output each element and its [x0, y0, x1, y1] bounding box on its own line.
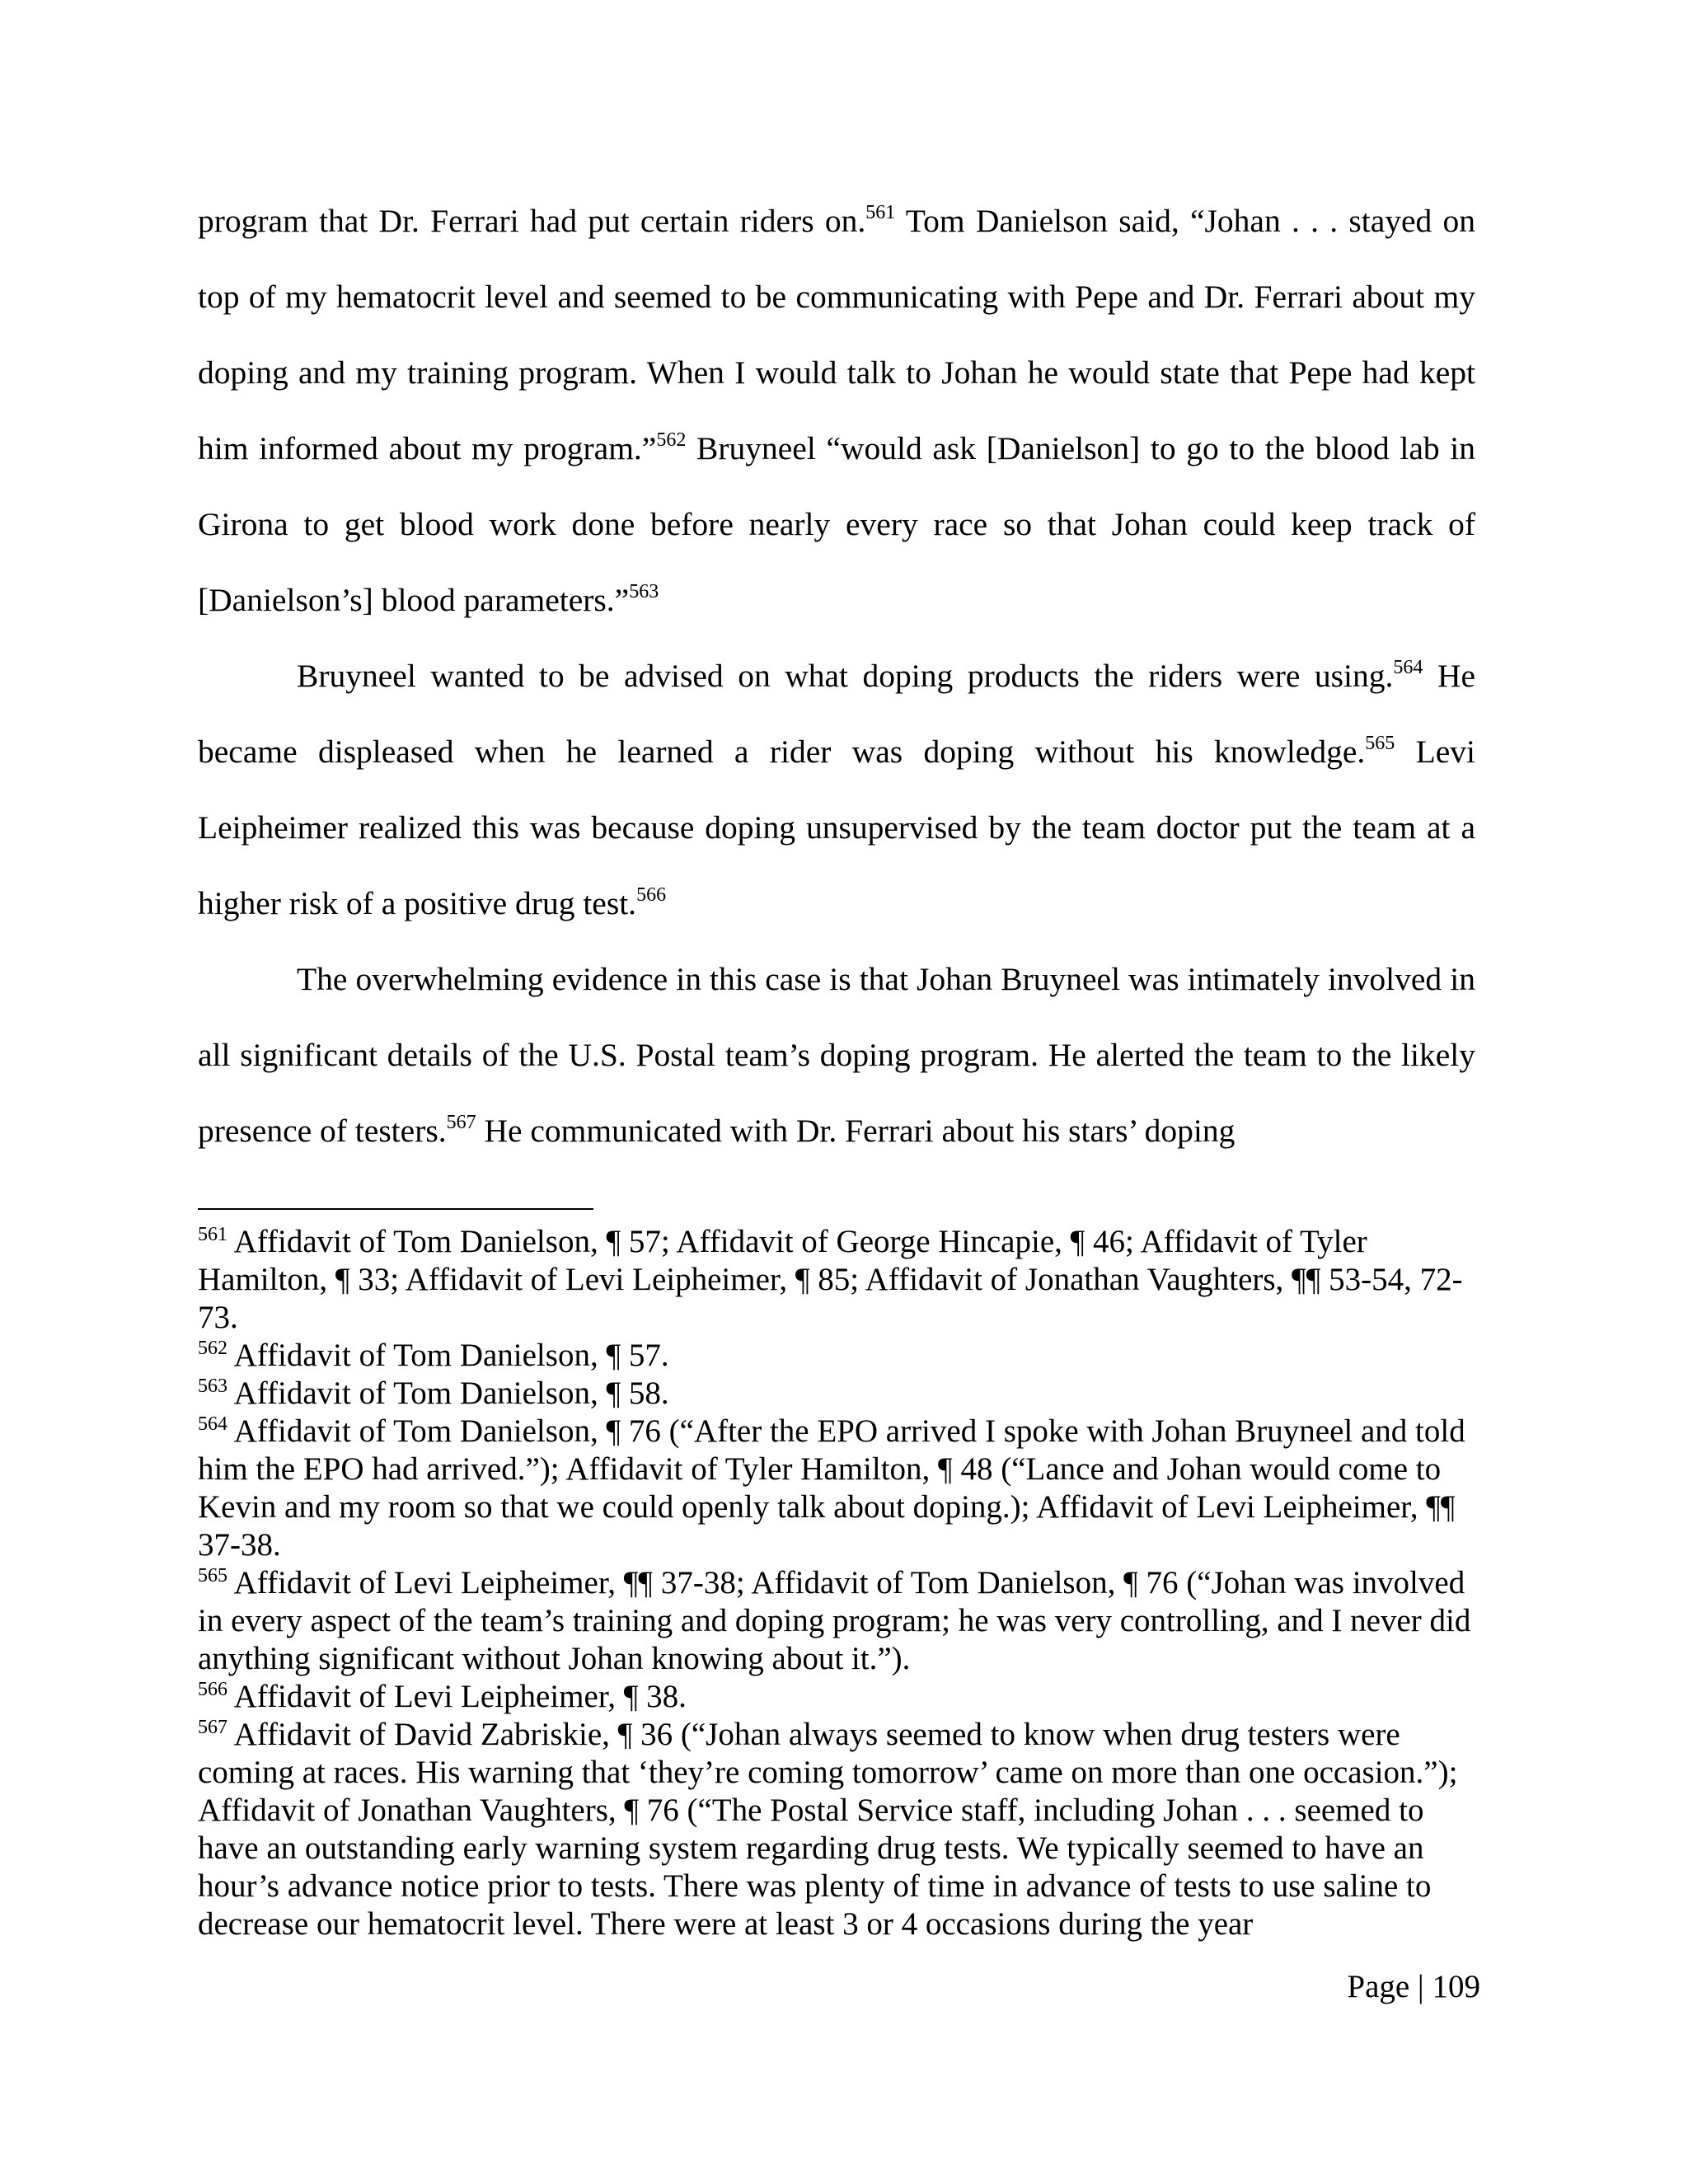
footnote-561 — [198, 1223, 1484, 1337]
footnote-number: 567 — [198, 1717, 227, 1738]
paragraph-1 — [198, 183, 1475, 638]
text-run: Levi Leipheimer realized this was because doping unsupervised by the team doctor put the team at a higher risk of a positive drug test. — [198, 733, 1475, 921]
footnote-ref-566[interactable]: 566 — [636, 884, 667, 906]
footnote-563 — [198, 1375, 1484, 1413]
footnote-text: Affidavit of Levi Leipheimer, ¶ 38. — [227, 1679, 687, 1714]
body-text — [198, 183, 1475, 1169]
paragraph-2 — [198, 638, 1475, 941]
footnote-text: Affidavit of Tom Danielson, ¶ 76 (“After the EPO arrived I spoke with Johan Bruyneel and told him the EPO had arrived.”); Affidavit of Tyler Hamilton, ¶ 48 (“Lance and Johan would come to Kevin and my room so that we could openly talk about doping.); Affidavit of Levi Leipheimer, ¶¶ 37-38. — [198, 1413, 1465, 1563]
footnotes — [198, 1223, 1484, 1943]
footnote-number: 564 — [198, 1413, 227, 1435]
footnote-text: Affidavit of Tom Danielson, ¶ 57; Affidavit of George Hincapie, ¶ 46; Affidavit of Tyler Hamilton, ¶ 33; Affidavit of Levi Leipheimer, ¶ 85; Affidavit of Jonathan Vaughters, ¶¶ 53-54, 72-73. — [198, 1224, 1463, 1335]
text-run: He communicated with Dr. Ferrari about his stars’ doping — [476, 1113, 1236, 1149]
footnote-ref-561[interactable]: 561 — [865, 202, 896, 223]
footnote-ref-564[interactable]: 564 — [1393, 657, 1423, 678]
footnote-ref-563[interactable]: 563 — [629, 581, 659, 602]
footnote-564 — [198, 1413, 1484, 1564]
footnote-number: 561 — [198, 1224, 227, 1245]
footnote-separator — [198, 1208, 593, 1210]
text-run: The overwhelming evidence in this case is that Johan Bruyneel was intimately involved in all significant details of the U.S. Postal team’s doping program. He alerted the team to the likely presence of testers. — [198, 961, 1475, 1149]
paragraph-3 — [198, 941, 1475, 1169]
footnote-number: 566 — [198, 1679, 227, 1700]
text-run: Bruyneel “would ask [Danielson] to go to the blood lab in Girona to get blood work done before nearly every race so that Johan could keep track of [Danielson’s] blood parameters.” — [198, 430, 1475, 618]
footnote-567 — [198, 1716, 1484, 1943]
footnote-number: 563 — [198, 1376, 227, 1397]
footnote-ref-567[interactable]: 567 — [446, 1112, 476, 1133]
footnote-ref-562[interactable]: 562 — [656, 429, 687, 451]
text-run: Tom Danielson said, “Johan . . . stayed on top of my hematocrit level and seemed to be communicating with Pepe and Dr. Ferrari about my doping and my training program. When I would talk to Johan he would state that Pepe had kept him informed about my program.” — [198, 203, 1476, 466]
footnote-number: 565 — [198, 1565, 227, 1586]
footnote-562 — [198, 1337, 1484, 1375]
text-run: He became displeased when he learned a rider was doping without his knowledge. — [198, 658, 1475, 770]
footnote-text: Affidavit of Levi Leipheimer, ¶¶ 37-38; Affidavit of Tom Danielson, ¶ 76 (“Johan was involved in every aspect of the team’s training and doping program; he was very controlling, and I never did anything significant without Johan knowing about it.”). — [198, 1565, 1471, 1676]
footnote-text: Affidavit of Tom Danielson, ¶ 58. — [227, 1376, 669, 1411]
page-number: Page | 109 — [1347, 1969, 1480, 2004]
footnote-text: Affidavit of Tom Danielson, ¶ 57. — [227, 1338, 669, 1373]
footnote-566 — [198, 1678, 1484, 1716]
text-run: Bruyneel wanted to be advised on what doping products the riders were using. — [297, 658, 1394, 694]
footnote-text: Affidavit of David Zabriskie, ¶ 36 (“Johan always seemed to know when drug testers were coming at races. His warning that ‘they’re coming tomorrow’ came on more than one occasion.”); Affidavit of Jonathan Vaughters, ¶ 76 (“The Postal Service staff, including Johan . . . seemed to have an outstanding early warning system regarding drug tests. We typically seemed to have an hour’s advance notice prior to tests. There was plenty of time in advance of tests to use saline to decrease our hematocrit level. There were at least 3 or 4 occasions during the year — [198, 1717, 1458, 1942]
footnote-number: 562 — [198, 1338, 227, 1359]
text-run: program that Dr. Ferrari had put certain riders on. — [198, 203, 866, 239]
footnote-ref-565[interactable]: 565 — [1365, 733, 1395, 754]
footnote-565 — [198, 1564, 1484, 1678]
